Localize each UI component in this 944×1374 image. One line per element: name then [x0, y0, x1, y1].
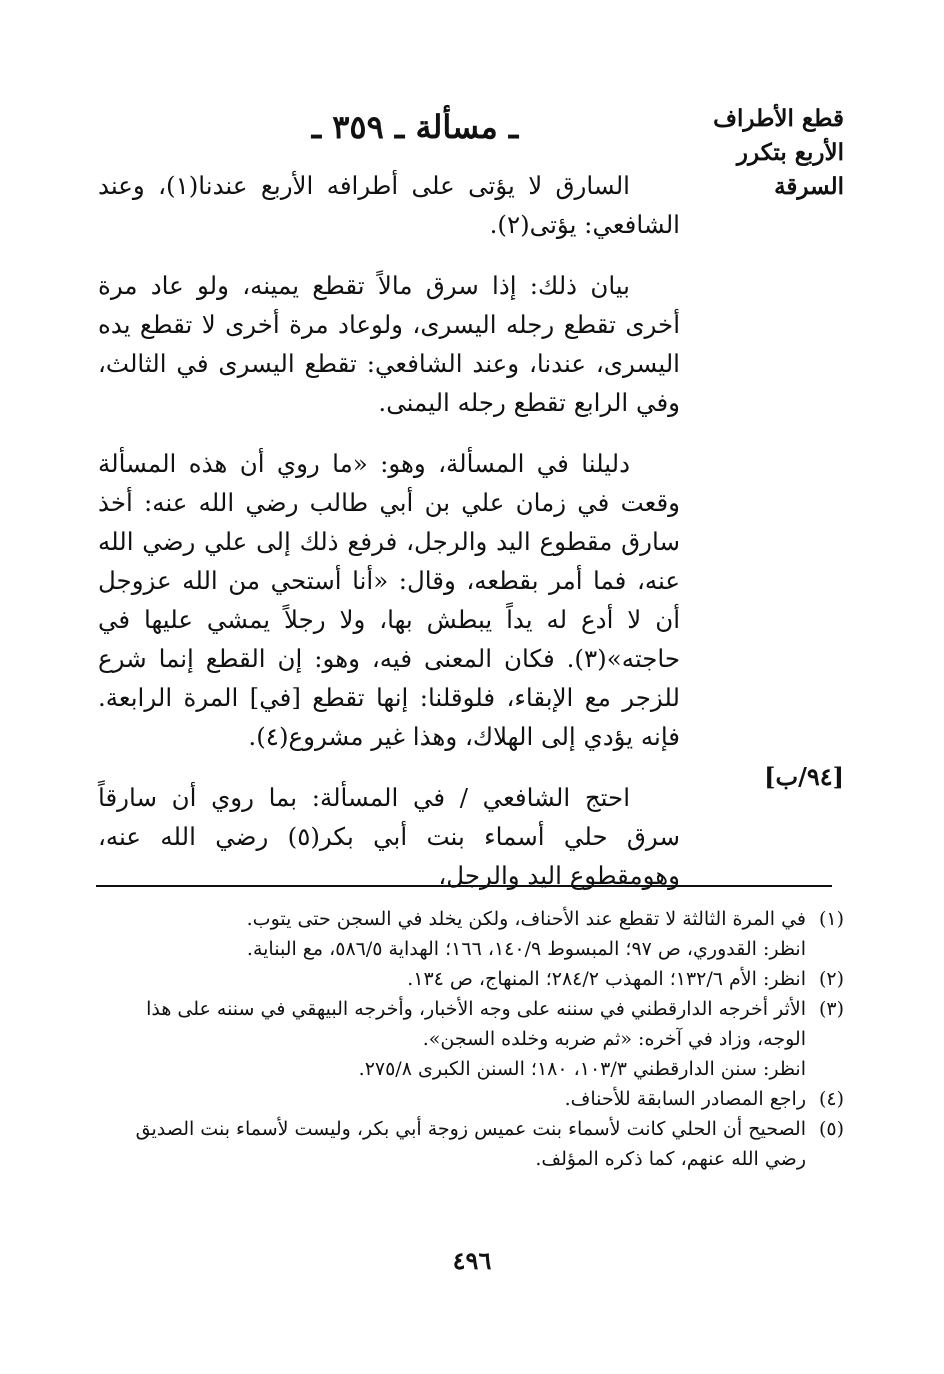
footnote-divider [96, 885, 832, 887]
footnote-body [99, 1114, 806, 1174]
footnote-item [99, 964, 844, 994]
footnote-number: (١) [818, 908, 844, 930]
footnote-line: في المرة الثالثة لا تقطع عند الأحناف، ولكن يخلد في السجن حتى يتوب. [246, 908, 806, 930]
footnote-item [99, 994, 844, 1084]
page-number: ٤٩٦ [452, 1246, 492, 1275]
issue-heading: ـ مسألة ـ ٣٥٩ ـ [311, 108, 519, 146]
footnote-body [99, 904, 806, 964]
footnote-item [99, 1084, 844, 1114]
footnote-item [99, 904, 844, 964]
footnote-line: الصحيح أن الحلي كانت لأسماء بنت عميس زوجة أبي بكر، وليست لأسماء بنت الصديق رضي الله عنهم، كما ذكره المؤلف. [135, 1118, 806, 1170]
footnote-line: انظر: القدوري، ص ٩٧؛ المبسوط ١٤٠/٩، ١٦٦؛ الهداية ٥٨٦/٥، مع البناية. [246, 938, 806, 960]
footnote-body [99, 1084, 806, 1114]
main-text [98, 166, 680, 917]
paragraph: بيان ذلك: إذا سرق مالاً تقطع يمينه، ولو عاد مرة أخرى تقطع رجله اليسرى، ولوعاد مرة أخرى لا تقطع يده اليسرى، عندنا، وعند الشافعي: تقطع اليسرى في الثالث، وفي الرابع تقطع رجله اليمنى. [98, 271, 680, 417]
paragraph: احتج الشافعي / في المسألة: بما روي أن سارقاً سرق حلي أسماء بنت أبي بكر(٥) رضي الله عنه، وهومقطوع اليد والرجل، [98, 783, 680, 890]
manuscript-folio-ref: [٩٤/ب] [764, 762, 844, 791]
footnote-line: انظر: سنن الدارقطني ١٠٣/٣، ١٨٠؛ السنن الكبرى ٢٧٥/٨. [358, 1058, 806, 1080]
margin-note-line: السرقة [774, 173, 844, 200]
footnotes [99, 904, 844, 1174]
footnote-body [99, 964, 806, 994]
margin-topic-note [694, 102, 844, 204]
footnote-line: راجع المصادر السابقة للأحناف. [564, 1088, 806, 1110]
footnote-number: (٣) [818, 998, 844, 1020]
footnote-number: (٥) [818, 1118, 844, 1140]
footnote-line: الأثر أخرجه الدارقطني في سننه على وجه الأخبار، وأخرجه البيهقي في سننه على هذا الوجه، وزاد في آخره: «ثم ضربه وخلده السجن». [146, 998, 806, 1050]
paragraph: دليلنا في المسألة، وهو: «ما روي أن هذه المسألة وقعت في زمان علي بن أبي طالب رضي الله عنه: أخذ سارق مقطوع اليد والرجل، فرفع ذلك إلى علي رضي الله عنه، فما أمر بقطعه، وقال: «أنا أستحي من الله عزوجل أن لا أدع له يداً يبطش بها، ولا رجلاً يمشي عليها في حاجته»(٣). فكان المعنى فيه، وهو: إن القطع إنما شرع للزجر مع الإبقاء، فلوقلنا: إنها تقطع [في] المرة الرابعة. فإنه يؤدي إلى الهلاك، وهذا غير مشروع(٤). [98, 449, 680, 751]
footnote-number: (٢) [818, 968, 844, 990]
margin-note-line: قطع الأطراف [713, 105, 844, 132]
margin-note-line: الأربع بتكرر [736, 139, 844, 166]
footnote-number: (٤) [818, 1088, 844, 1110]
footnote-item [99, 1114, 844, 1174]
footnote-line: انظر: الأم ١٣٢/٦؛ المهذب ٢٨٤/٢؛ المنهاج، ص ١٣٤. [407, 968, 806, 990]
footnote-body [99, 994, 806, 1084]
paragraph: السارق لا يؤتى على أطرافه الأربع عندنا(١)، وعند الشافعي: يؤتى(٢). [98, 171, 680, 239]
